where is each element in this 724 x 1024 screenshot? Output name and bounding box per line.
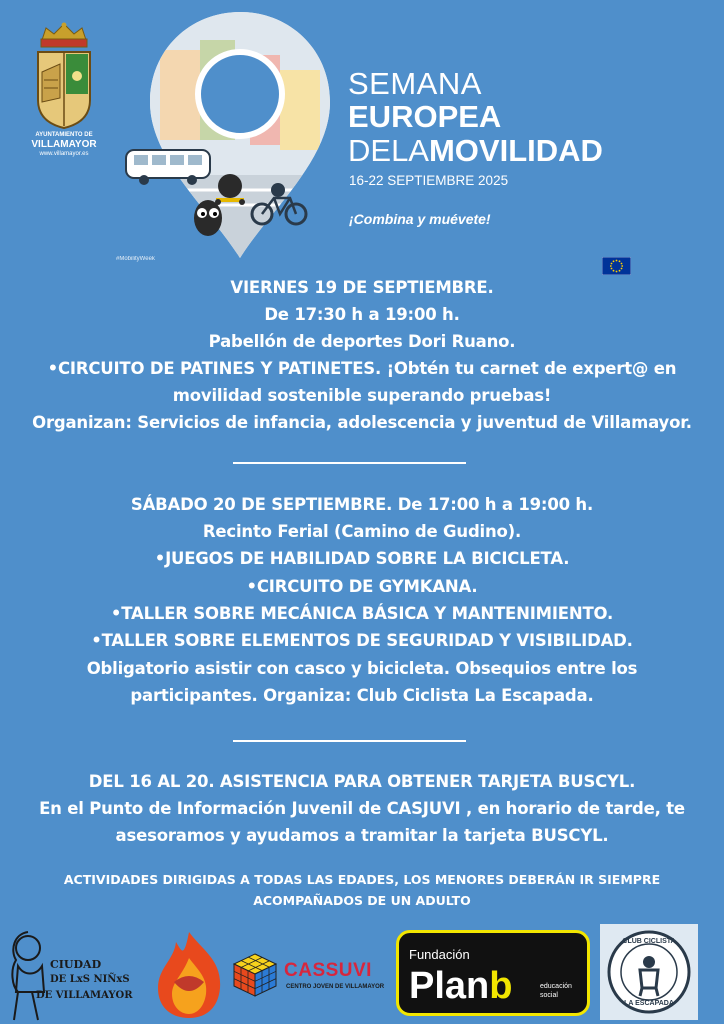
divider-2	[233, 740, 466, 742]
fundacion-sub-2: social	[540, 992, 558, 999]
ciudad-ninos-logo	[0, 926, 140, 1022]
fundacion-plan-b-logo	[396, 930, 590, 1016]
saturday-line-6: •TALLER SOBRE ELEMENTOS DE SEGURIDAD Y VISIBILIDAD.	[91, 631, 633, 650]
saturday-line-7: Obligatorio asistir con casco y bicicleta. Obsequios entre los	[86, 659, 638, 678]
title-dela: DELA	[348, 133, 429, 168]
divider-1	[233, 462, 466, 464]
club-bottom: LA ESCAPADA	[624, 1000, 674, 1007]
friday-line-3: Pabellón de deportes Dori Ruano.	[208, 332, 516, 351]
saturday-line-8: participantes. Organiza: Club Ciclista La Escapada.	[130, 686, 594, 705]
ciudad-line-3: DE VILLAMAYOR	[36, 990, 133, 1001]
club-ciclista-logo	[600, 924, 698, 1020]
title-movilidad-word: MOVILIDAD	[428, 133, 603, 168]
cassuvi-sub: CENTRO JOVEN DE VILLAMAYOR	[286, 984, 385, 990]
title-semana: SEMANA	[348, 66, 482, 101]
notice-line-2: ACOMPAÑADOS DE UN ADULTO	[253, 893, 471, 908]
eu-flag-icon	[602, 257, 631, 275]
friday-line-5: movilidad sostenible superando pruebas!	[172, 386, 552, 405]
municipality-top: AYUNTAMIENTO DE	[35, 132, 93, 138]
fundacion-sub-1: educación	[540, 983, 572, 990]
buscyl-line-1: DEL 16 AL 20. ASISTENCIA PARA OBTENER TARJETA BUSCYL.	[88, 772, 636, 791]
saturday-line-1: SÁBADO 20 DE SEPTIEMBRE. De 17:00 h a 19:00 h.	[130, 495, 594, 514]
buscyl-line-2: En el Punto de Información Juvenil de CASJUVI , en horario de tarde, te	[39, 799, 685, 818]
buscyl-line-3: asesoramos y ayudamos a tramitar la tarjeta BUSCYL.	[115, 826, 609, 845]
municipality-name: VILLAMAYOR	[31, 139, 97, 150]
ciudad-line-2: DE LxS NIÑxS	[50, 974, 130, 985]
title-europea: EUROPEA	[348, 99, 502, 134]
slogan: ¡Combina y muévete!	[349, 211, 491, 227]
club-top: CLUB CICLISTA	[622, 938, 676, 945]
municipality-web: www.villamayor.es	[39, 151, 89, 157]
ciudad-line-1: CIUDAD	[50, 958, 102, 971]
fundacion-name	[409, 965, 512, 1008]
rubik-cube-icon	[232, 952, 278, 998]
friday-line-4: •CIRCUITO DE PATINES Y PATINETES. ¡Obtén tu carnet de expert@ en	[47, 359, 677, 378]
title-movilidad	[348, 133, 603, 169]
bus-illustration	[124, 146, 214, 186]
hashtag: #MobilityWeek	[116, 256, 155, 262]
friday-line-6: Organizan: Servicios de infancia, adolescencia y juventud de Villamayor.	[32, 413, 692, 432]
notice-line-1: ACTIVIDADES DIRIGIDAS A TODAS LAS EDADES, LOS MENORES DEBERÁN IR SIEMPRE	[63, 872, 661, 887]
saturday-line-3: •JUEGOS DE HABILIDAD SOBRE LA BICICLETA.	[154, 549, 570, 568]
saturday-line-4: •CIRCUITO DE GYMKANA.	[246, 577, 478, 596]
bicycle-illustration	[250, 182, 308, 228]
saturday-line-2: Recinto Ferial (Camino de Gudino).	[202, 522, 522, 541]
fundacion-top: Fundación	[409, 947, 470, 962]
friday-line-1: VIERNES 19 DE SEPTIEMBRE.	[230, 278, 494, 297]
event-dates: 16-22 SEPTIEMBRE 2025	[349, 173, 509, 188]
flame-logo	[152, 930, 226, 1020]
scooter-illustration	[210, 170, 250, 206]
fundacion-plan-word: Plan	[409, 965, 490, 1007]
friday-line-2: De 17:30 h a 19:00 h.	[264, 305, 460, 324]
child-drawing-icon	[4, 926, 54, 1022]
coat-of-arms	[28, 22, 100, 132]
cassuvi-name: CASSUVI	[284, 960, 372, 981]
saturday-line-5: •TALLER SOBRE MECÁNICA BÁSICA Y MANTENIMIENTO.	[110, 604, 614, 623]
fundacion-b-letter: b	[489, 965, 513, 1007]
